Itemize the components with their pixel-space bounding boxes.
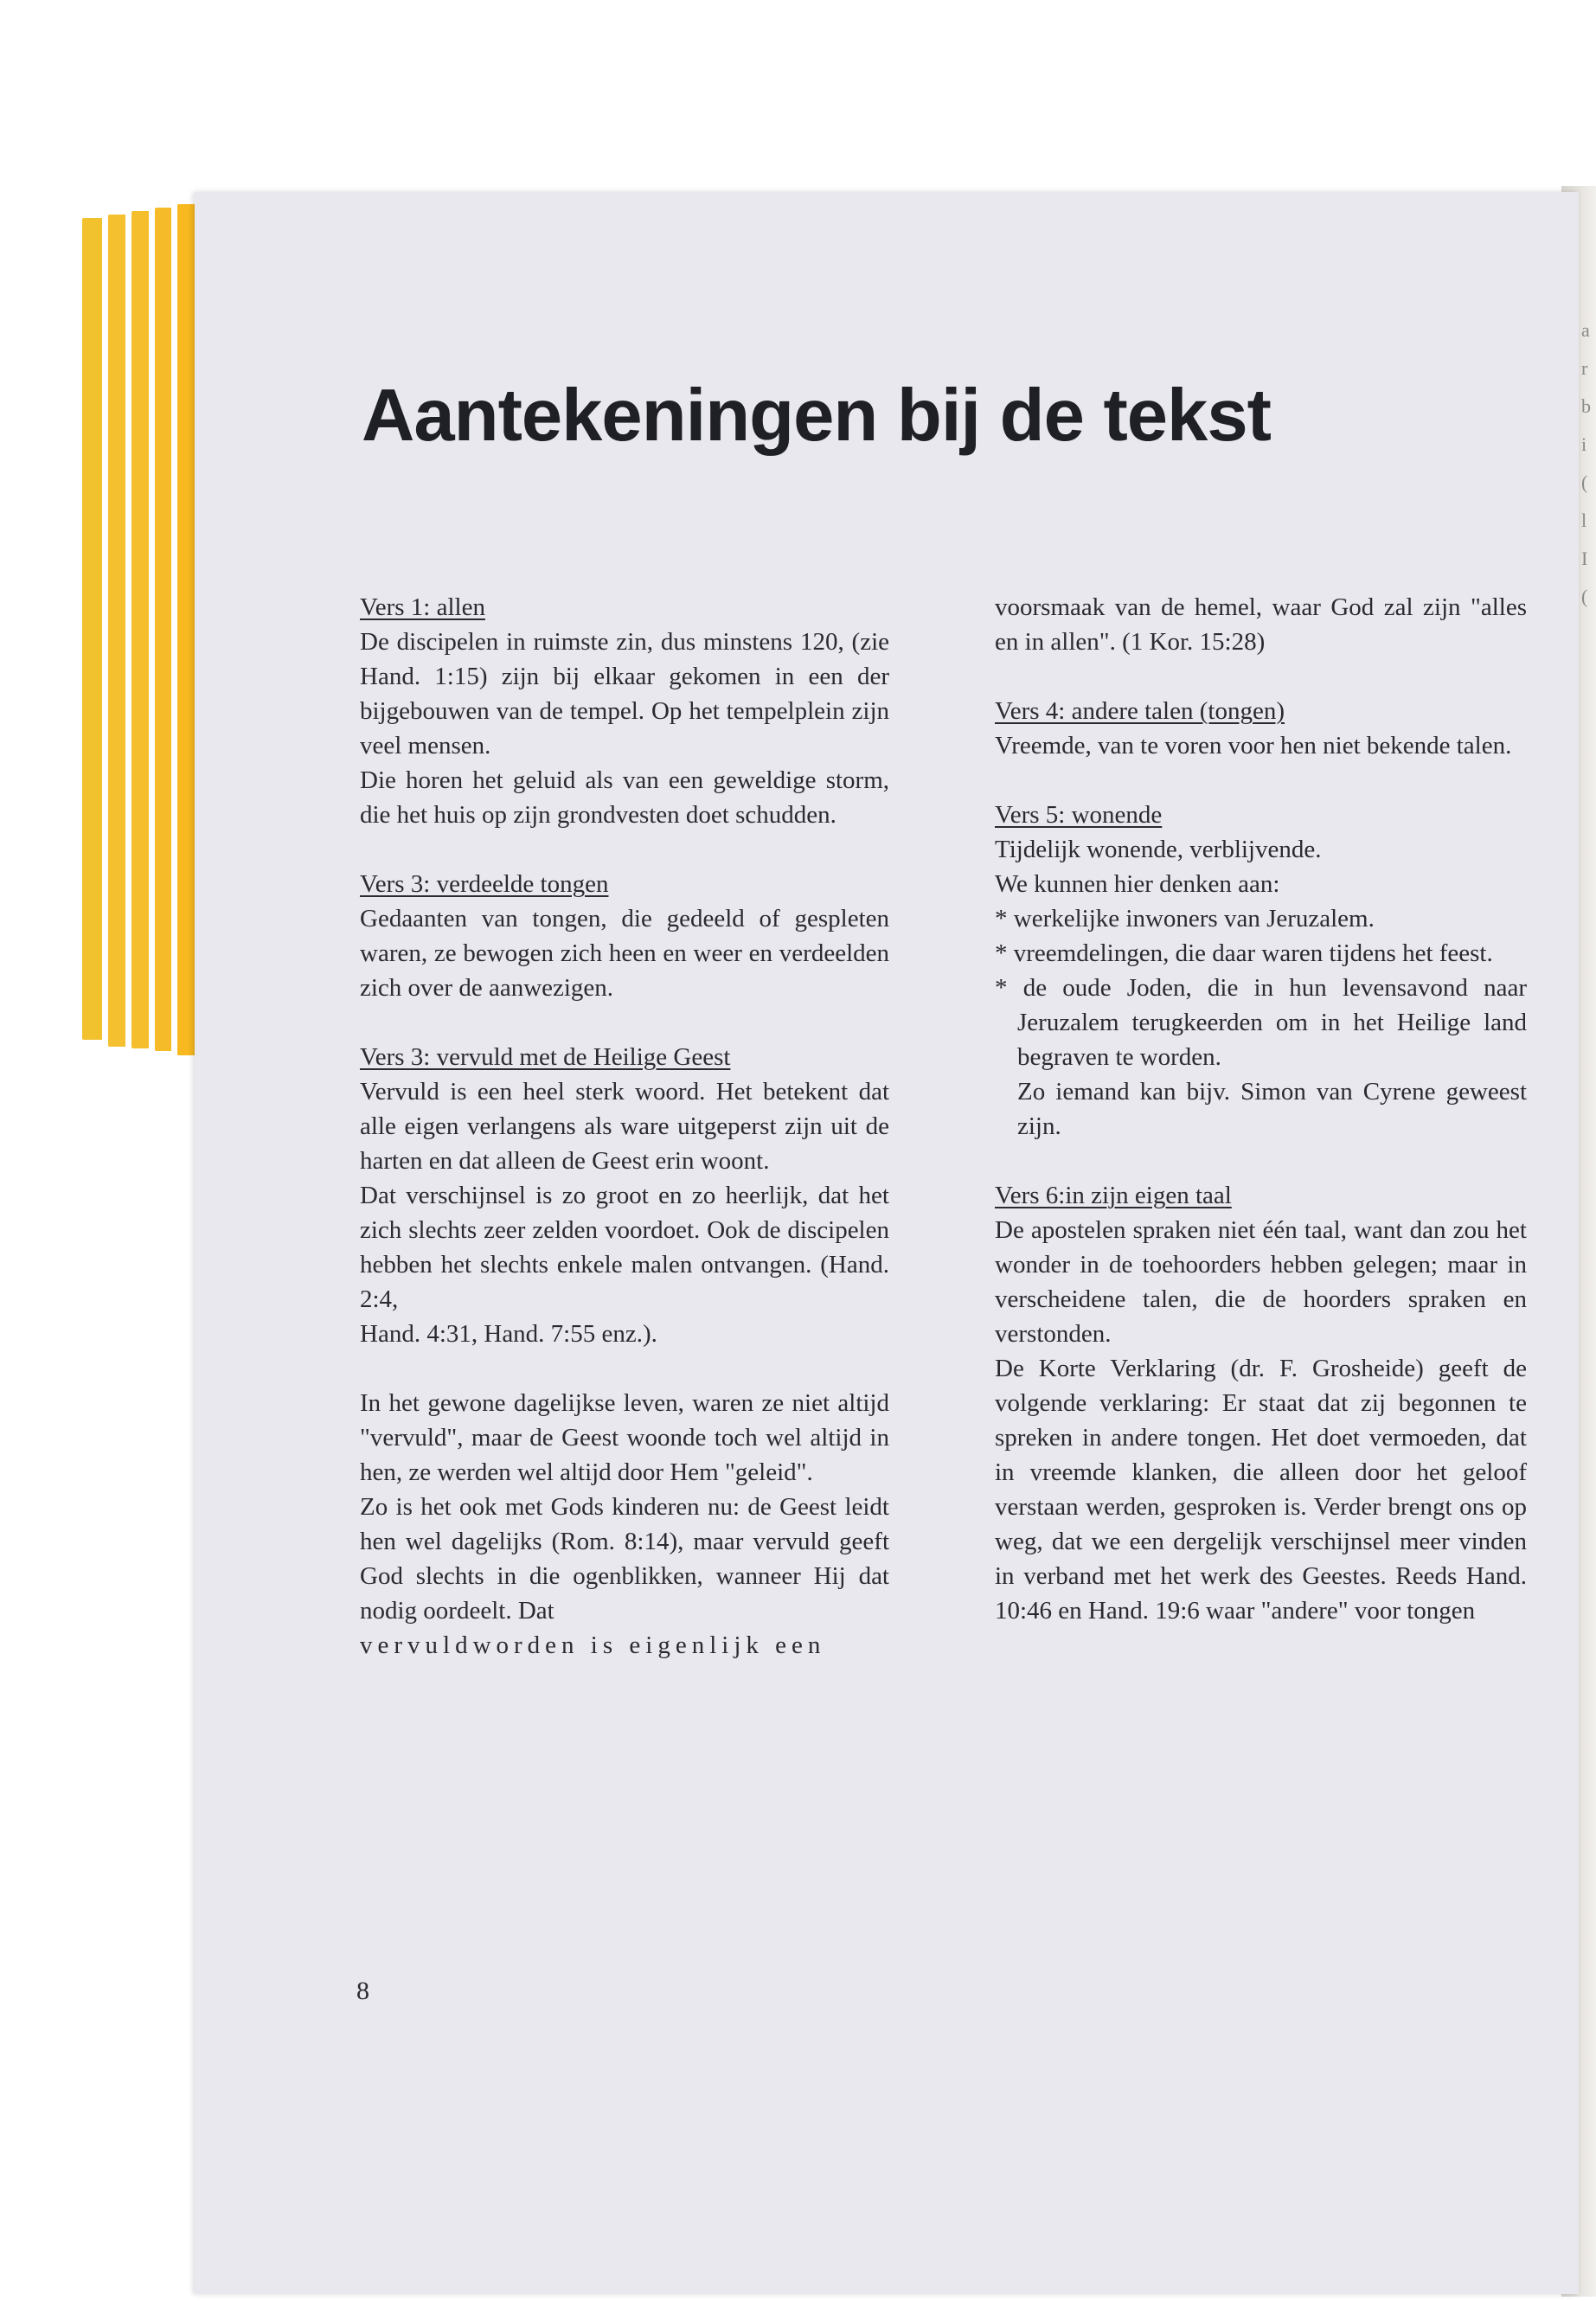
paragraph: In het gewone dagelijkse leven, waren ze niet altijd "vervuld", maar de Geest woonde toch wel altijd in hen, ze werden wel altijd door Hem "geleid". [360, 1389, 889, 1486]
margin-letter: r [1581, 357, 1588, 379]
page-number: 8 [356, 1977, 369, 2005]
bullet-item: * de oude Joden, die in hun levensavond naar Jeruzalem terugkeerden om in het Heilige land begraven te worden. [995, 974, 1527, 1071]
verse-heading: Vers 4: andere talen (tongen) [995, 697, 1285, 725]
paragraph-gap [360, 1005, 889, 1040]
paragraph: Die horen het geluid als van een geweldige storm, die het huis op zijn grondvesten doet schudden. [360, 766, 889, 829]
paragraph: vervuldworden is eigenlijk een [360, 1631, 826, 1659]
paragraph: De Korte Verklaring (dr. F. Grosheide) geeft de volgende verklaring: Er staat dat zij begonnen te spreken in andere tongen. Het doet vermoeden, dat in vreemde klanken, die alleen door het geloof verstaan werden, gesproken is. Verder brengt ons op weg, dat we een dergelijk verschijnsel meer vinden in verband met het werk des Geestes. Reeds Hand. 10:46 en Hand. 19:6 waar "andere" voor tongen [995, 1355, 1527, 1625]
margin-letter: l [1581, 510, 1587, 531]
paragraph-gap [995, 1144, 1527, 1178]
paragraph: Zo is het ook met Gods kinderen nu: de Geest leidt hen wel dagelijks (Rom. 8:14), maar vervuld geeft God slechts in die ogenblikken, wanneer Hij dat nodig oordeelt. Dat [360, 1493, 889, 1625]
paragraph: Vreemde, van te voren voor hen niet bekende talen. [995, 732, 1512, 760]
verse-heading: Vers 3: vervuld met de Heilige Geest [360, 1043, 731, 1071]
verse-heading: Vers 1: allen [360, 593, 485, 621]
paragraph: Hand. 4:31, Hand. 7:55 enz.). [360, 1320, 657, 1348]
paragraph: De apostelen spraken niet één taal, want dan zou het wonder in de toehoorders hebben gelegen; maar in verscheidene talen, die de hoorders spraken en verstonden. [995, 1216, 1527, 1348]
paragraph: Tijdelijk wonende, verblijvende. [995, 836, 1322, 863]
paragraph-gap [995, 659, 1527, 694]
paragraph-gap [360, 832, 889, 867]
paragraph: We kunnen hier denken aan: [995, 870, 1280, 898]
margin-letter: ( [1581, 586, 1588, 607]
paragraph: Dat verschijnsel is zo groot en zo heerlijk, dat het zich slechts zeer zelden voordoet. Ook de discipelen hebben het slechts enkele malen ontvangen. (Hand. 2:4, [360, 1182, 889, 1313]
paragraph-gap [360, 1351, 889, 1386]
paragraph: De discipelen in ruimste zin, dus minstens 120, (zie Hand. 1:15) zijn bij elkaar gekomen in een der bijgebouwen van de tempel. Op het tempelplein zijn veel mensen. [360, 628, 889, 760]
indented-paragraph: Zo iemand kan bijv. Simon van Cyrene geweest zijn. [1017, 1078, 1527, 1140]
paragraph-gap [995, 763, 1527, 798]
next-page-letters [1581, 311, 1596, 616]
margin-letter: I [1581, 548, 1588, 569]
margin-letter: i [1581, 433, 1587, 455]
margin-letter: b [1581, 395, 1591, 417]
page-title: Aantekeningen bij de tekst [362, 374, 1271, 457]
margin-letter: a [1581, 319, 1590, 341]
left-column [360, 590, 889, 1663]
right-column [995, 590, 1527, 1628]
bullet-item: * vreemdelingen, die daar waren tijdens het feest. [995, 939, 1493, 967]
paragraph: Gedaanten van tongen, die gedeeld of gespleten waren, ze bewogen zich heen en weer en verdeelden zich over de aanwezigen. [360, 905, 889, 1002]
bullet-item: * werkelijke inwoners van Jeruzalem. [995, 905, 1375, 933]
paragraph: voorsmaak van de hemel, waar God zal zijn "alles en in allen". (1 Kor. 15:28) [995, 593, 1527, 656]
paragraph: Vervuld is een heel sterk woord. Het betekent dat alle eigen verlangens als ware uitgeperst zijn uit de harten en dat alleen de Geest erin woont. [360, 1078, 889, 1175]
verse-heading: Vers 6:in zijn eigen taal [995, 1182, 1232, 1209]
verse-heading: Vers 3: verdeelde tongen [360, 870, 609, 898]
verse-heading: Vers 5: wonende [995, 801, 1163, 829]
margin-letter: ( [1581, 471, 1588, 493]
